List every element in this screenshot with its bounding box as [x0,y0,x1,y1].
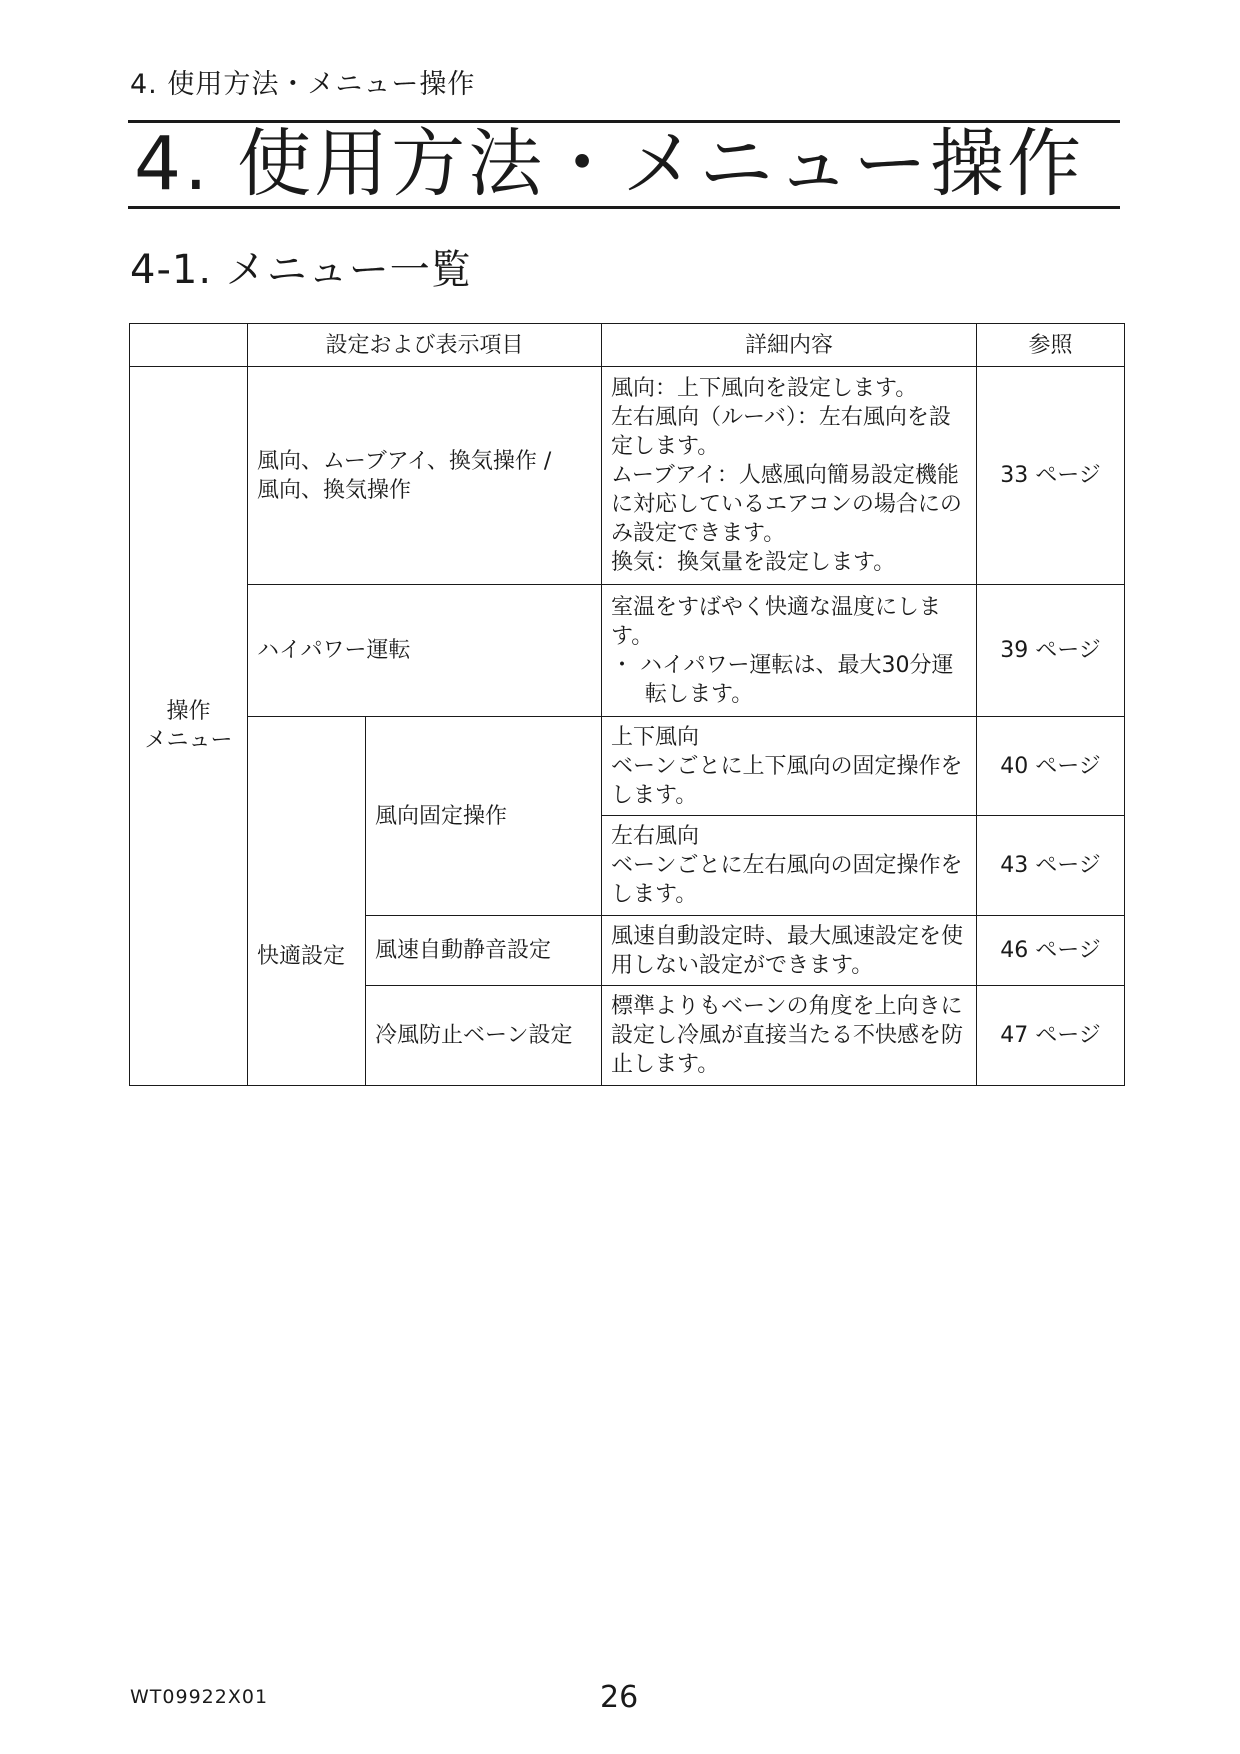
title-rule-bottom [128,206,1120,209]
item-label: ハイパワー運転 [248,585,602,717]
detail-line: 換気：換気量を設定します。 [611,550,896,575]
document-code: WT09922X01 [130,1686,269,1708]
page-ref: 40 ページ [977,717,1125,816]
header-items: 設定および表示項目 [248,324,602,367]
detail-cell [602,585,977,717]
page-ref: 46 ページ [977,916,1125,986]
detail-cell [602,367,977,585]
table-row [130,585,1125,717]
header-blank [130,324,248,367]
detail-line: 上下風向 [611,724,700,750]
header-details: 詳細内容 [602,324,977,367]
detail-cell: 風速自動設定時、最大風速設定を使用しない設定ができます。 [602,916,977,986]
sub-item-label: 風速自動静音設定 [366,916,602,986]
detail-line: ムーブアイ：人感風向簡易設定機能に対応しているエアコンの場合にのみ設定できます。 [611,463,962,546]
page-ref: 39 ページ [977,585,1125,717]
detail-bullet: ・ ハイパワー運転は、最大30分運転します。 [611,652,954,707]
menu-table [129,323,1125,1086]
detail-line: 風向：上下風向を設定します。 [611,376,918,401]
chapter-title: 4. 使用方法・メニュー操作 [134,121,1085,207]
comfort-settings-label: 快適設定 [248,717,366,1086]
detail-cell: 標準よりもベーンの角度を上向きに設定し冷風が直接当たる不快感を防止します。 [602,986,977,1086]
sub-item-label: 冷風防止ベーン設定 [366,986,602,1086]
table-row [130,367,1125,585]
page-ref: 43 ページ [977,816,1125,916]
header-reference: 参照 [977,324,1125,367]
page-ref: 33 ページ [977,367,1125,585]
section-title: 4-1. メニュー一覧 [130,247,472,293]
table-header-row [130,324,1125,367]
item-label: 風向、ムーブアイ、換気操作 / 風向、換気操作 [248,367,602,585]
detail-line: 左右風向 [611,824,700,849]
detail-line: 左右風向（ルーバ）：左右風向を設定します。 [611,405,951,459]
group-label: 操作 メニュー [130,367,248,1086]
page-number: 26 [600,1680,639,1715]
detail-line: 室温をすばやく快適な温度にします。 [611,594,942,649]
running-header: 4. 使用方法・メニュー操作 [130,69,476,100]
detail-line: ベーンごとに左右風向の固定操作をします。 [611,853,963,907]
detail-line: ベーンごとに上下風向の固定操作をします。 [611,753,963,808]
detail-cell [602,717,977,816]
sub-item-label: 風向固定操作 [366,717,602,916]
page-ref: 47 ページ [977,986,1125,1086]
table-row [130,717,1125,816]
detail-cell [602,816,977,916]
